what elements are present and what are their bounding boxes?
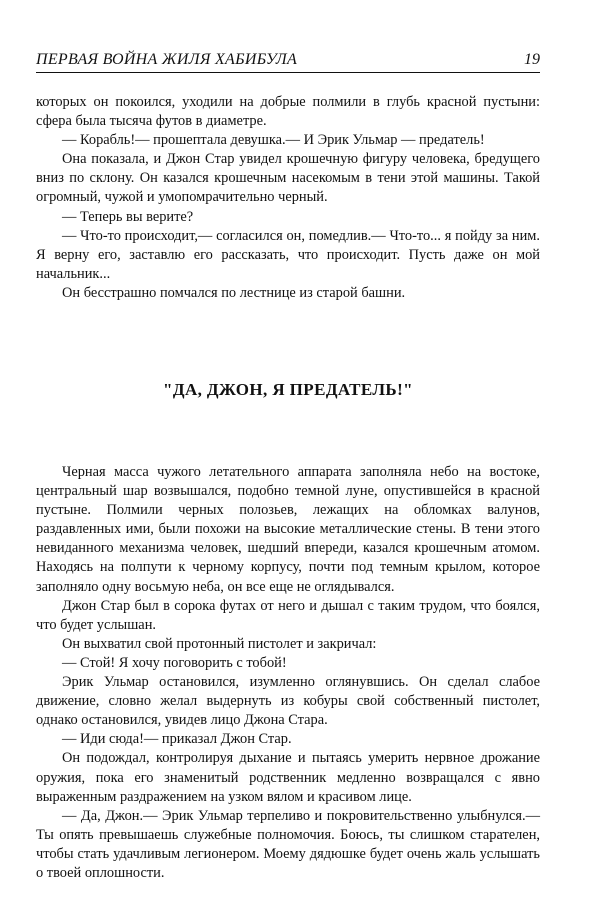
- running-title: ПЕРВАЯ ВОЙНА ЖИЛЯ ХАБИБУЛА: [36, 51, 298, 68]
- page-number: 19: [524, 51, 540, 68]
- paragraph: — Теперь вы верите?: [62, 208, 194, 225]
- paragraph: — Корабль!— прошептала девушка.— И Эрик Ульмар — предатель!: [62, 132, 485, 149]
- chapter-title: "ДА, ДЖОН, Я ПРЕДАТЕЛЬ!": [163, 380, 413, 399]
- paragraph: Черная масса чужого летательного аппарата заполняла небо на востоке, центральный шар возвышался, подобно темной луне, опустившейся в красной пустыне. Полмили черных полозьев, лежащих на обломках валунов, раздавленных ими, были похожи на высокие металлические стены. В тени этого невиданного механизма человек, шедший впереди, казался крошечным атомом. Находясь на полпути к черному корпусу, почти под темным крылом, которое заполняло одну восьмую неба, он все еще не оглядывался.: [36, 464, 540, 595]
- paragraph: Джон Стар был в сорока футах от него и дышал с таким трудом, что боялся, что будет услышан.: [36, 597, 540, 633]
- paragraph: — Стой! Я хочу поговорить с тобой!: [62, 654, 287, 671]
- text-section-continuation: [36, 93, 540, 303]
- paragraph: — Иди сюда!— приказал Джон Стар.: [62, 731, 292, 748]
- paragraph: Эрик Ульмар остановился, изумленно оглянувшись. Он сделал слабое движение, словно желал выдернуть из кобуры свой собственный пистолет, однако остановился, увидев лицо Джона Стара.: [36, 674, 540, 729]
- paragraph: Она показала, и Джон Стар увидел крошечную фигуру человека, бредущего вниз по склону. Он казался крошечным насекомым в тени этой машины. Такой огромный, чужой и умопомрачительно черный.: [36, 151, 540, 206]
- paragraph: которых он покоился, уходили на добрые полмили в глубь красной пустыни: сфера была тысяча футов в диаметре.: [36, 94, 540, 130]
- paragraph: Он бесстрашно помчался по лестнице из старой башни.: [62, 284, 406, 301]
- running-header: [36, 50, 540, 73]
- paragraph: — Что-то происходит,— согласился он, помедлив.— Что-то... я пойду за ним. Я верну его, заставлю его рассказать, что происходит. Пусть даже он мой начальник...: [36, 227, 540, 282]
- text-section-chapter: [36, 463, 540, 883]
- paragraph: Он подождал, контролируя дыхание и пытаясь умерить нервное дрожание оружия, пока его знаменитый родственник медленно возвращался с явно выраженным раздражением на узком вялом и красивом лице.: [36, 750, 540, 805]
- paragraph: — Да, Джон.— Эрик Ульмар терпеливо и покровительственно улыбнулся.— Ты опять превышаешь служебные полномочия. Боюсь, ты слишком старателен, чтобы стать удачливым легионером. Моему дядюшке будет очень жаль услышать о твоей оплошности.: [36, 807, 540, 881]
- paragraph: Он выхватил свой протонный пистолет и закричал:: [62, 635, 377, 652]
